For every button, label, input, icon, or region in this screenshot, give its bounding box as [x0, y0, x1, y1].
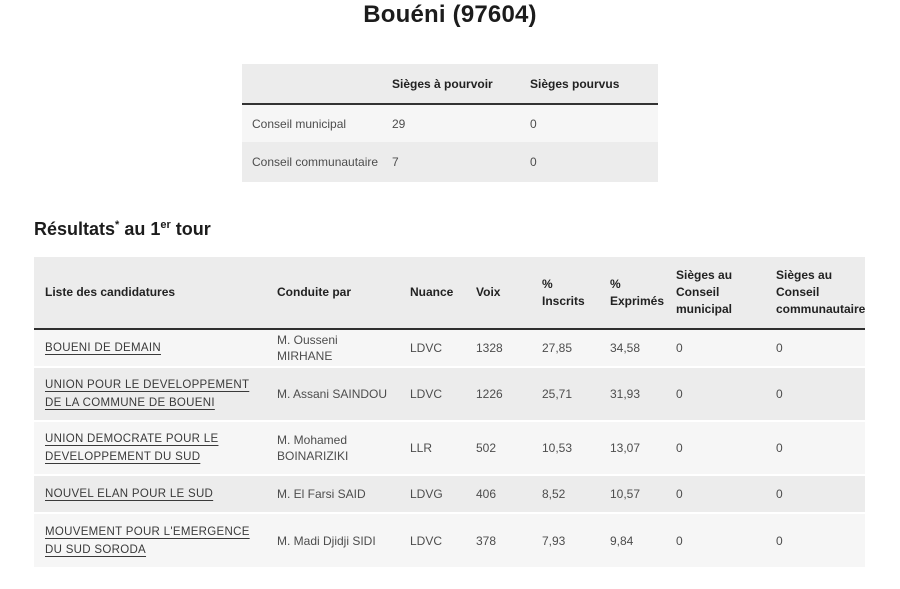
pct-inscrits-cell: 27,85 [531, 329, 599, 367]
table-row [34, 421, 865, 475]
seats-pourvus-value: 0 [520, 104, 658, 142]
voix-cell: 378 [465, 513, 531, 567]
results-table [34, 257, 865, 567]
results-table-container [34, 257, 865, 567]
conduite-par-cell: M. El Farsi SAID [266, 475, 399, 513]
pct-inscrits-cell: 8,52 [531, 475, 599, 513]
results-header-liste: Liste des candidatures [34, 257, 266, 329]
voix-cell: 406 [465, 475, 531, 513]
liste-cell [34, 421, 266, 475]
nuance-cell: LDVC [399, 513, 465, 567]
liste-cell [34, 329, 266, 367]
seats-summary-table [242, 64, 658, 182]
seats-summary-table-container [242, 64, 658, 182]
sieges-municipal-cell: 0 [665, 421, 765, 475]
table-row [34, 513, 865, 567]
seats-pourvus-value: 0 [520, 142, 658, 182]
seats-header-a-pourvoir: Sièges à pourvoir [382, 64, 520, 104]
nuance-cell: LDVC [399, 329, 465, 367]
pct-inscrits-cell: 25,71 [531, 367, 599, 421]
voix-cell: 1328 [465, 329, 531, 367]
sieges-municipal-cell: 0 [665, 513, 765, 567]
pct-exprimes-cell: 31,93 [599, 367, 665, 421]
liste-link[interactable]: MOUVEMENT POUR L'EMERGENCE DU SUD SORODA [45, 525, 250, 556]
results-header-sieges-communautaire: Sièges au Conseil communautaire [765, 257, 865, 329]
sieges-communautaire-cell: 0 [765, 513, 865, 567]
pct-inscrits-cell: 10,53 [531, 421, 599, 475]
page-title: Bouéni (97604) [363, 1, 537, 28]
results-header-voix: Voix [465, 257, 531, 329]
results-header-sieges-municipal: Sièges au Conseil municipal [665, 257, 765, 329]
liste-cell [34, 475, 266, 513]
seats-a-pourvoir-value: 7 [382, 142, 520, 182]
pct-exprimes-cell: 34,58 [599, 329, 665, 367]
conduite-par-cell: M. Madi Djidji SIDI [266, 513, 399, 567]
seats-row-label: Conseil municipal [242, 104, 382, 142]
liste-cell [34, 367, 266, 421]
pct-exprimes-cell: 13,07 [599, 421, 665, 475]
sieges-communautaire-cell: 0 [765, 329, 865, 367]
liste-link[interactable]: BOUENI DE DEMAIN [45, 342, 161, 354]
results-header-nuance: Nuance [399, 257, 465, 329]
pct-exprimes-cell: 9,84 [599, 513, 665, 567]
nuance-cell: LDVC [399, 367, 465, 421]
seats-a-pourvoir-value: 29 [382, 104, 520, 142]
results-header-conduite-par: Conduite par [266, 257, 399, 329]
conduite-par-cell: M. Assani SAINDOU [266, 367, 399, 421]
pct-exprimes-cell: 10,57 [599, 475, 665, 513]
conduite-par-cell: M. Mohamed BOINARIZIKI [266, 421, 399, 475]
liste-link[interactable]: UNION DEMOCRATE POUR LE DEVELOPPEMENT DU SUD [45, 433, 219, 463]
sieges-municipal-cell: 0 [665, 475, 765, 513]
pct-inscrits-cell: 7,93 [531, 513, 599, 567]
voix-cell: 502 [465, 421, 531, 475]
seats-row-label: Conseil communautaire [242, 142, 382, 182]
sieges-communautaire-cell: 0 [765, 421, 865, 475]
results-heading-middle: au 1 [119, 219, 161, 239]
liste-link[interactable]: NOUVEL ELAN POUR LE SUD [45, 488, 214, 500]
results-heading-er: er [160, 219, 171, 231]
sieges-municipal-cell: 0 [665, 329, 765, 367]
table-row [34, 475, 865, 513]
results-heading-end: tour [170, 219, 211, 239]
nuance-cell: LLR [399, 421, 465, 475]
results-heading [34, 214, 900, 240]
results-header-row [34, 257, 865, 329]
nuance-cell: LDVG [399, 475, 465, 513]
table-row [34, 367, 865, 421]
sieges-municipal-cell: 0 [665, 367, 765, 421]
seats-header-empty [242, 64, 382, 104]
table-row [34, 329, 865, 367]
conduite-par-cell: M. Ousseni MIRHANE [266, 329, 399, 367]
seats-header-pourvus: Sièges pourvus [520, 64, 658, 104]
results-header-pct-inscrits: % Inscrits [531, 257, 599, 329]
table-row [242, 142, 658, 182]
sieges-communautaire-cell: 0 [765, 367, 865, 421]
liste-link[interactable]: UNION POUR LE DEVELOPPEMENT DE LA COMMUNE DE BOUENI [45, 379, 250, 409]
liste-cell [34, 513, 266, 567]
results-header-pct-exprimes: % Exprimés [599, 257, 665, 329]
table-row [242, 104, 658, 142]
sieges-communautaire-cell: 0 [765, 475, 865, 513]
seats-header-row [242, 64, 658, 104]
voix-cell: 1226 [465, 367, 531, 421]
results-heading-asterisk: * [115, 219, 120, 231]
results-heading-base: Résultats [34, 219, 116, 239]
